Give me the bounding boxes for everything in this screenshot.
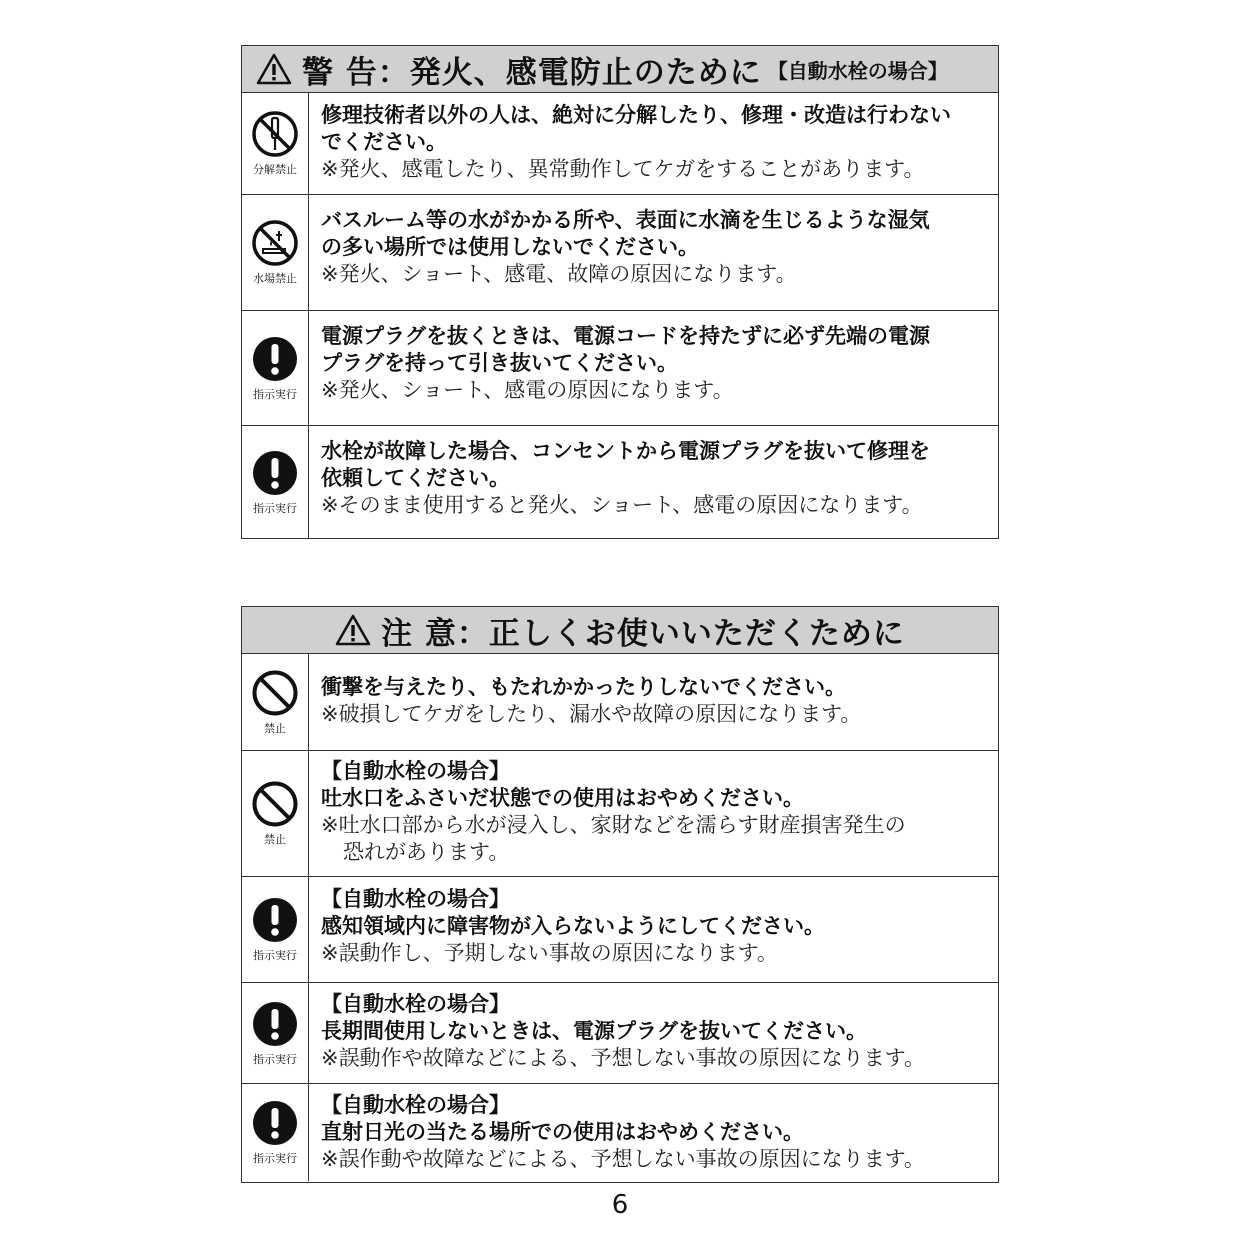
note-line: 恐れがあります。 [343, 840, 510, 864]
warning-row [242, 194, 998, 310]
mandatory-action-icon [251, 1099, 299, 1147]
row-text [321, 886, 990, 967]
icon-label: 指示実行 [253, 1152, 297, 1165]
instruction-line: 依頼してください。 [321, 466, 510, 490]
icon-label: 禁止 [264, 721, 286, 735]
icon-cell [242, 426, 309, 538]
row-heading: 【自動水栓の場合】 [321, 1093, 510, 1117]
icon-label: 指示実行 [253, 501, 297, 515]
instruction-line: 吐水口をふさいだ状態での使用はおやめください。 [321, 786, 804, 810]
mandatory-action-icon [251, 335, 299, 383]
page-number: 6 [611, 1190, 629, 1220]
instruction-line: でください。 [321, 130, 447, 154]
warning-panel [241, 45, 999, 539]
instruction-line: の多い場所では使用しないでください。 [321, 235, 699, 259]
note-line: ※誤動作や故障などによる、予想しない事故の原因になります。 [321, 1046, 925, 1070]
instruction-line: 衝撃を与えたり、もたれかかったりしないでください。 [321, 675, 846, 699]
instruction-line: バスルーム等の水がかかる所や、表面に水滴を生じるような湿気 [321, 208, 930, 232]
prohibited-icon [251, 780, 299, 828]
warning-triangle-icon [256, 53, 292, 85]
caution-row [242, 654, 998, 750]
row-text [321, 991, 990, 1072]
mandatory-action-icon [251, 896, 299, 944]
icon-label: 指示実行 [253, 949, 297, 962]
warning-row [242, 93, 998, 194]
row-heading: 【自動水栓の場合】 [321, 887, 510, 911]
icon-label: 指示実行 [253, 1052, 297, 1066]
note-line: ※発火、ショート、感電、故障の原因になります。 [321, 262, 797, 286]
mandatory-action-icon [251, 1000, 299, 1048]
warning-header [242, 46, 998, 93]
caution-header [242, 607, 998, 654]
instruction-line: 直射日光の当たる場所での使用はおやめください。 [321, 1120, 804, 1144]
row-text [321, 1092, 990, 1173]
icon-cell [242, 877, 309, 982]
row-heading: 【自動水栓の場合】 [321, 992, 510, 1016]
warning-row [242, 425, 998, 538]
no-water-icon [251, 219, 299, 267]
icon-cell [242, 195, 309, 310]
instruction-line: 修理技術者以外の人は、絶対に分解したり、修理・改造は行わない [321, 103, 951, 127]
icon-cell [242, 311, 309, 425]
no-disassembly-icon [251, 110, 299, 158]
row-text [321, 758, 990, 866]
caution-row [242, 982, 998, 1083]
icon-cell [242, 654, 309, 750]
instruction-line: 電源プラグを抜くときは、電源コードを持たずに必ず先端の電源 [321, 324, 930, 348]
caution-triangle-icon [335, 614, 371, 646]
instruction-line: 水栓が故障した場合、コンセントから電源プラグを抜いて修理を [321, 439, 930, 463]
caution-title: 注 意：正しくお使いいただくために [381, 615, 905, 652]
note-line: ※そのまま使用すると発火、ショート、感電の原因になります。 [321, 493, 923, 517]
caution-row [242, 1083, 998, 1181]
caution-row [242, 750, 998, 876]
instruction-line: プラグを持って引き抜いてください。 [321, 351, 678, 375]
note-line: ※発火、感電したり、異常動作してケガをすることがあります。 [321, 157, 925, 181]
icon-label: 分解禁止 [253, 163, 297, 176]
note-line: ※破損してケガをしたり、漏水や故障の原因になります。 [321, 702, 862, 726]
row-heading: 【自動水栓の場合】 [321, 759, 510, 783]
caution-row [242, 876, 998, 982]
row-text [321, 102, 990, 183]
warning-title: 警 告：発火、感電防止のために [302, 54, 762, 91]
icon-label: 指示実行 [253, 387, 297, 401]
warning-subtitle: 【自動水栓の場合】 [767, 58, 948, 83]
row-text [321, 207, 990, 288]
row-text [321, 674, 990, 728]
icon-cell [242, 1084, 309, 1181]
row-text [321, 438, 990, 519]
note-line: ※吐水口部から水が浸入し、家財などを濡らす財産損害発生の [321, 813, 906, 837]
icon-label: 禁止 [264, 833, 286, 846]
icon-label: 水場禁止 [253, 272, 297, 285]
caution-panel [241, 606, 999, 1183]
row-text [321, 323, 990, 404]
icon-cell [242, 983, 309, 1083]
mandatory-action-icon [251, 449, 299, 497]
prohibited-icon [251, 669, 299, 717]
icon-cell [242, 93, 309, 194]
note-line: ※誤作動や故障などによる、予想しない事故の原因になります。 [321, 1147, 925, 1171]
note-line: ※発火、ショート、感電の原因になります。 [321, 378, 734, 402]
instruction-line: 感知領域内に障害物が入らないようにしてください。 [321, 914, 825, 938]
icon-cell [242, 751, 309, 876]
warning-row [242, 310, 998, 425]
note-line: ※誤動作し、予期しない事故の原因になります。 [321, 941, 778, 965]
instruction-line: 長期間使用しないときは、電源プラグを抜いてください。 [321, 1019, 867, 1043]
